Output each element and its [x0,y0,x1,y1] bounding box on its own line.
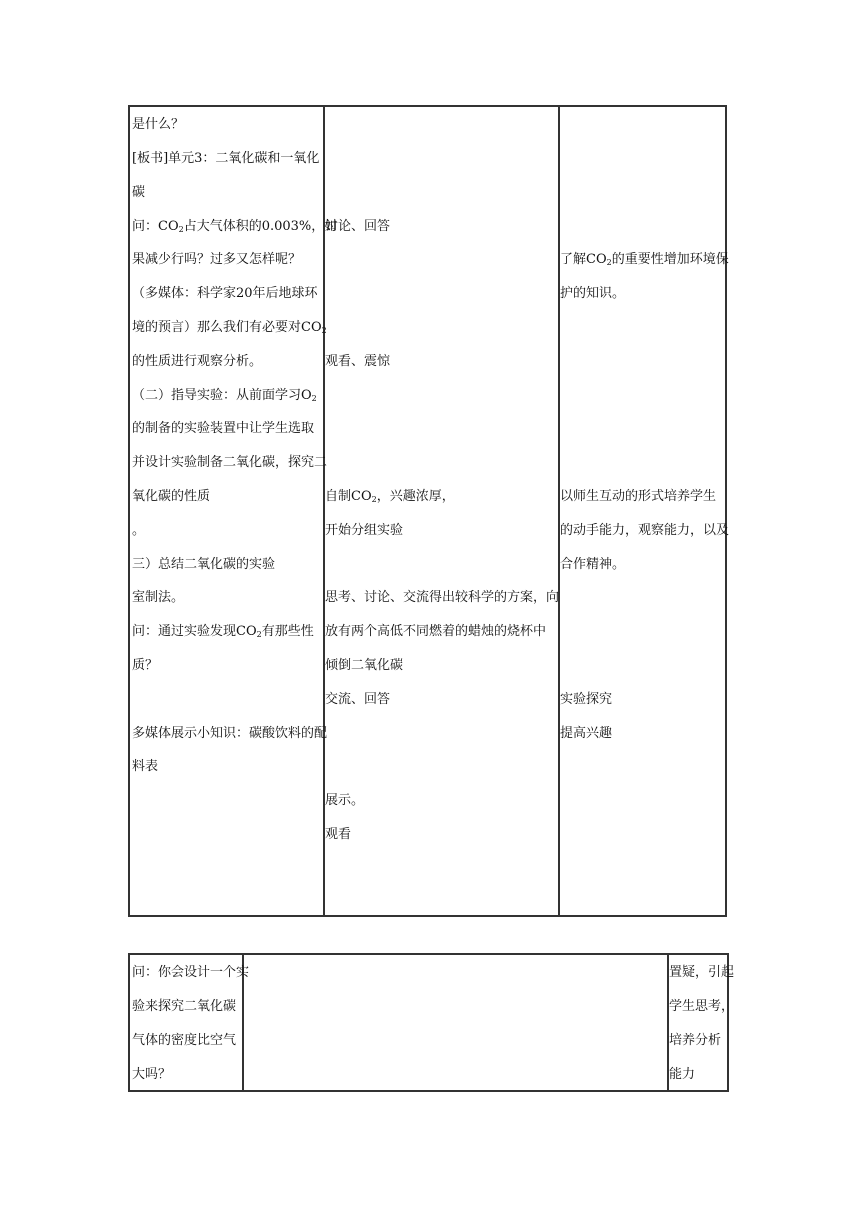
text-line: 室制法。 [132,590,185,605]
text-line: 放有两个高低不同燃着的蜡烛的烧杯中 [325,624,547,639]
subscript-2: 2 [256,630,262,639]
text-line: 境的预言）那么我们有必要对$CO_2$ [132,320,327,335]
lesson-table-2 [128,953,735,1092]
text-line: 三）总结二氧化碳的实验 [132,557,276,572]
text-line: 培养分析 [669,1033,722,1048]
lesson-table-1 [128,105,730,917]
text-line: 碳 [132,185,146,200]
text-line: 问：$CO_2$占大气体积的0.003%，如 [132,219,338,234]
text-line: 了解$CO_2$的重要性增加环境保 [560,252,729,267]
text-line: 料表 [132,759,159,774]
text-line: （多媒体：科学家20年后地球环 [132,286,318,301]
text-line: 能力 [669,1067,696,1082]
text-line: 自制$CO_2$，兴趣浓厚， [325,489,455,504]
text-line: 。 [132,523,146,538]
text-line: 讨论、回答 [325,219,391,234]
text-line: 问：你会设计一个实 [132,965,250,980]
text-line: 问：通过实验发现$CO_2$有那些性 [132,624,314,639]
text-line: 护的知识。 [560,286,626,301]
text-line: 开始分组实验 [325,523,404,538]
subscript-2: 2 [311,394,317,403]
text-line: 提高兴趣 [560,726,613,741]
text-line: 质？ [132,658,159,673]
subscript-2: 2 [178,225,184,234]
text-line: 氧化碳的性质 [132,489,211,504]
text-line: 置疑，引起 [669,965,735,980]
text-line: 的性质进行观察分析。 [132,354,263,369]
design-intent-cell [560,107,730,915]
subscript-2: 2 [371,495,377,504]
text-line: 是什么？ [132,117,185,132]
text-line: 观看 [325,827,352,842]
text-line: 的制备的实验装置中让学生选取 [132,421,315,436]
text-line: 观看、震惊 [325,354,391,369]
text-line: 学生思考， [669,999,735,1014]
text-line: 倾倒二氧化碳 [325,658,404,673]
text-line: 合作精神。 [560,557,626,572]
teacher-activity-cell [130,955,250,1090]
student-activity-cell [325,107,558,915]
text-line: 多媒体展示小知识：碳酸饮料的配 [132,726,328,741]
text-line: 以师生互动的形式培养学生 [560,489,717,504]
text-line: 气体的密度比空气 [132,1033,237,1048]
text-line: 大吗？ [132,1067,172,1082]
text-line: 实验探究 [560,692,613,707]
text-line: 展示。 [325,793,365,808]
student-activity-cell [244,955,667,1090]
subscript-2: 2 [606,258,612,267]
text-line: 的动手能力，观察能力，以及 [560,523,730,538]
text-line: 思考、讨论、交流得出较科学的方案，向 [325,590,560,605]
text-line: 交流、回答 [325,692,391,707]
text-line: [板书]单元3：二氧化碳和一氧化 [132,151,320,166]
design-intent-cell [669,955,735,1090]
text-line: （二）指导实验：从前面学习$O_2$ [132,388,317,403]
text-line: 并设计实验制备二氧化碳，探究二 [132,455,328,470]
text-line: 验来探究二氧化碳 [132,999,237,1014]
text-line: 果减少行吗？过多又怎样呢？ [132,252,302,267]
teacher-activity-cell [130,107,338,915]
subscript-2: 2 [321,326,327,335]
